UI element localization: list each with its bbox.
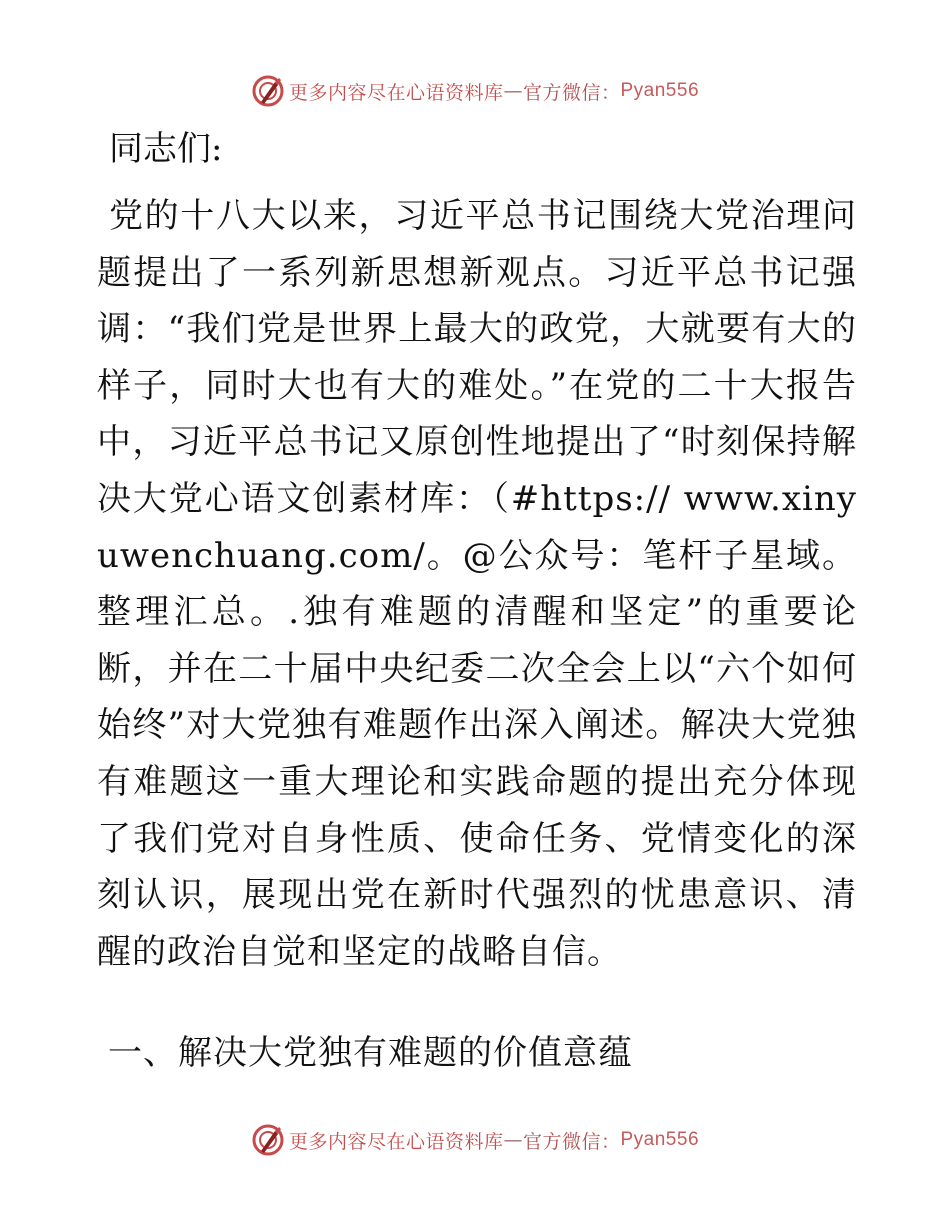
watermark-main-text: 更多内容尽在心语资料库 <box>288 81 504 104</box>
watermark-wechat-label: 官方微信： <box>522 81 621 104</box>
footer-watermark <box>0 1120 950 1160</box>
watermark-separator: — <box>503 1129 523 1151</box>
body-paragraph: 党的十八大以来，习近平总书记围绕大党治理问题提出了一系列新思想新观点。习近平总书记强调：“我们党是世界上最大的政党，大就要有大的样子，同时大也有大的难处。”在党的二十大报告中，习近平总书记又原创性地提出了“时刻保持解决大党心语文创素材库：（#https:// www.xinyuwenchuang.com/。@公众号：笔杆子星域。整理汇总。.独有难题的清醒和坚定”的重要论断，并在二十届中央纪委二次全会上以“六个如何始终”对大党独有难题作出深入阐述。解决大党独有难题这一重大理论和实践命题的提出充分体现了我们党对自身性质、使命任务、党情变化的深刻认识，展现出党在新时代强烈的忧患意识、清醒的政治自觉和坚定的战略自信。 <box>97 196 857 972</box>
pen-nib-icon <box>251 1123 285 1157</box>
greeting: 同志们: <box>109 129 223 169</box>
document-body <box>97 122 857 1037</box>
watermark-wechat-id: Pyan556 <box>620 1129 700 1150</box>
header-watermark <box>0 71 950 111</box>
section-heading: 一、解决大党独有难题的价值意蕴 <box>108 1033 633 1073</box>
watermark-wechat-label: 官方微信： <box>522 1130 621 1153</box>
watermark-main-text: 更多内容尽在心语资料库 <box>288 1130 504 1153</box>
watermark-separator: — <box>503 80 523 102</box>
watermark-wechat-id: Pyan556 <box>620 80 700 101</box>
pen-nib-icon <box>251 74 285 108</box>
